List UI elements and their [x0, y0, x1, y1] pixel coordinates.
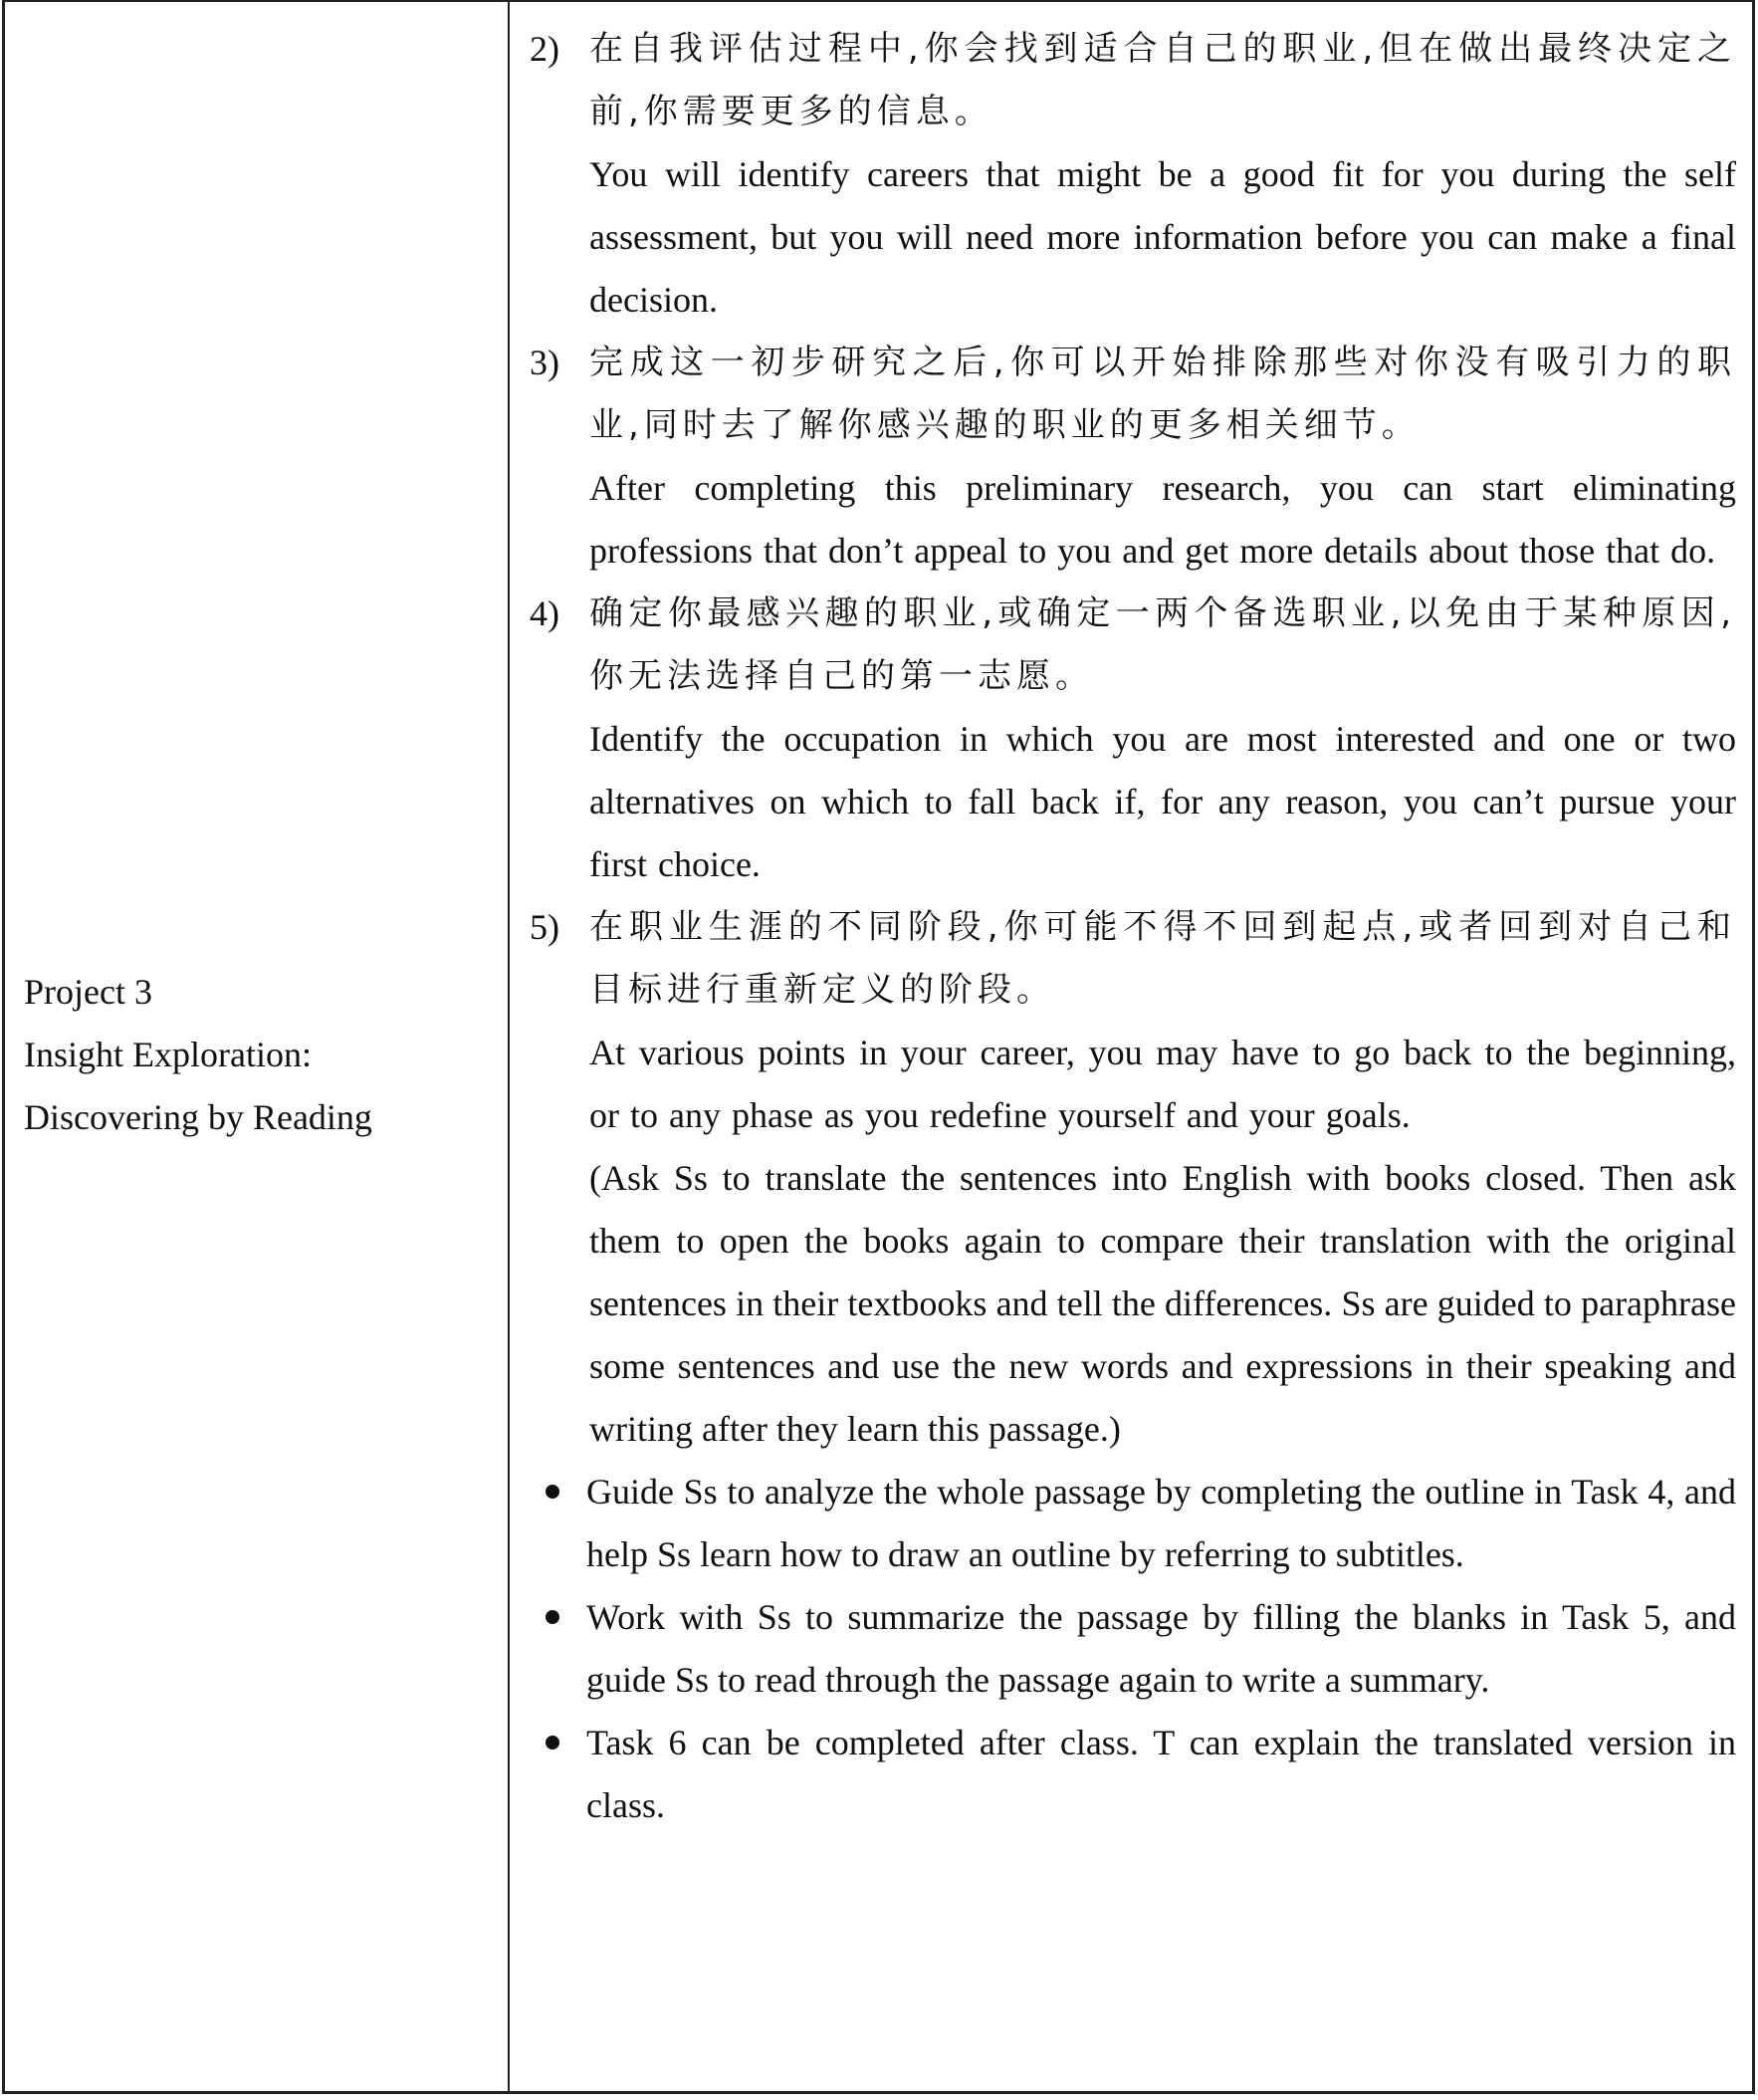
item-number: 5)	[530, 907, 559, 947]
bullet-text: Task 6 can be completed after class. T can explain the translated version in class.	[586, 1723, 1736, 1825]
item-chinese-text: 确定你最感兴趣的职业,或确定一两个备选职业,以免由于某种原因,你无法选择自己的第一志愿。	[589, 593, 1736, 696]
project-label	[24, 961, 372, 1149]
item-english-text: After completing this preliminary research, you can start eliminating professions that don’t appeal to you and get more details about those that do.	[589, 468, 1736, 571]
item-number: 4)	[530, 593, 559, 633]
item-chinese-text: 在自我评估过程中,你会找到适合自己的职业,但在做出最终决定之前,你需要更多的信息。	[589, 29, 1736, 131]
bullet-item	[530, 1586, 1736, 1712]
numbered-item	[530, 583, 1736, 896]
item-number: 2)	[530, 29, 559, 69]
bullet-dot-icon	[546, 1610, 559, 1624]
content-column	[530, 18, 1736, 1837]
numbered-item	[530, 896, 1736, 1147]
item-english-text: Identify the occupation in which you are most interested and one or two alternatives on which to fall back if, for any reason, you can’t pursue your first choice.	[589, 719, 1736, 884]
bullet-dot-icon	[546, 1485, 559, 1499]
project-number: Project 3	[24, 972, 152, 1012]
bullet-text: Work with Ss to summarize the passage by filling the blanks in Task 5, and guide Ss to read through the passage again to write a summary.	[586, 1597, 1736, 1700]
item-chinese-text: 在职业生涯的不同阶段,你可能不得不回到起点,或者回到对自己和目标进行重新定义的阶段。	[589, 907, 1736, 1010]
bullet-item	[530, 1712, 1736, 1837]
bullet-dot-icon	[546, 1736, 559, 1750]
bullet-text: Guide Ss to analyze the whole passage by completing the outline in Task 4, and help Ss learn how to draw an outline by referring to subtitles.	[586, 1472, 1736, 1574]
item-english-text: You will identify careers that might be a good fit for you during the self assessment, but you will need more information before you can make a final decision.	[589, 154, 1736, 320]
item-chinese-text: 完成这一初步研究之后,你可以开始排除那些对你没有吸引力的职业,同时去了解你感兴趣的职业的更多相关细节。	[589, 343, 1736, 445]
numbered-item	[530, 332, 1736, 583]
item-number: 3)	[530, 343, 559, 382]
bullet-item	[530, 1461, 1736, 1586]
project-section-subtitle: Discovering by Reading	[24, 1097, 372, 1137]
teacher-note: (Ask Ss to translate the sentences into English with books closed. Then ask them to open the books again to compare their translation with the original sentences in their textbooks and tell the differences. Ss are guided to paraphrase some sentences and use the new words and expressions in their speaking and writing after they learn this passage.)	[589, 1158, 1736, 1449]
item-english-text: At various points in your career, you may have to go back to the beginning, or to any phase as you redefine yourself and your goals.	[589, 1033, 1736, 1135]
project-section-title: Insight Exploration:	[24, 1035, 312, 1074]
numbered-item	[530, 18, 1736, 332]
column-divider	[508, 0, 510, 2094]
